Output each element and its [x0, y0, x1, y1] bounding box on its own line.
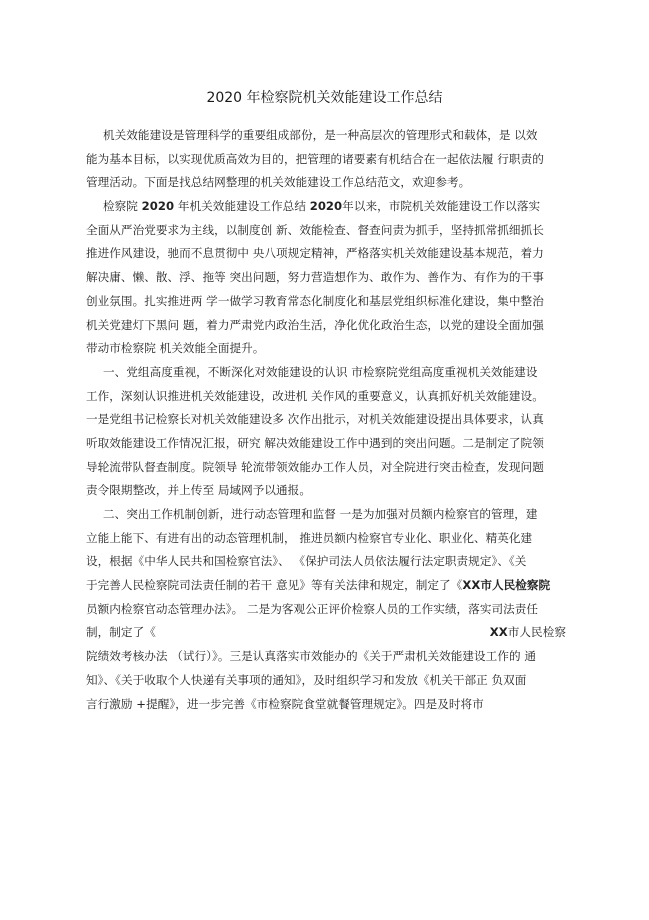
text-line: 员额内检察官动态管理办法》。 二是为客观公正评价检察人员的工作实绩，落实司法责任: [86, 601, 539, 616]
text-line: 听取效能建设工作情况汇报，研究 解决效能建设工作中遇到的突出问题。二是制定了院领: [86, 435, 544, 450]
xx-bold: XX: [489, 625, 508, 640]
text-line: 立能上能下、有进有出的动态管理机制， 推进员额内检察官专业化、职业化、精英化建: [86, 530, 533, 545]
text-line: 院绩效考核办法 （试行）》。三是认真落实市效能办的《关于严肃机关效能建设工作的 通: [86, 649, 536, 664]
document-body: [86, 124, 566, 716]
text-line: 创业氛围。扎实推进两 学一做学习教育常态化制度化和基层党组织标准化建设，集中整治: [86, 293, 544, 308]
text-line: 言行激励 +提醒》，进一步完善《市检察院食堂就餐管理规定》。四是及时将市: [86, 696, 484, 711]
text-segment: [490, 621, 566, 645]
text-line: 导轮流带队督查制度。院领导 轮流带领效能办工作人员，对全院进行突击检查，发现问题: [86, 459, 544, 474]
text-segment: 市人民检察: [507, 625, 566, 640]
text-segment: 年机关效能建设工作总结: [174, 199, 310, 214]
text-line: 一是党组书记检察长对机关效能建设多 次作出批示，对机关效能建设提出具体要求，认真: [86, 412, 544, 427]
text-line: 能为基本目标，以实现优质高效为目的，把管理的诸要素有机结合在一起依法履 行职责的: [86, 151, 544, 166]
text-line: 工作，深刻认识推进机关效能建设，改进机 关作风的重要意义，认真抓好机关效能建设。: [86, 388, 544, 403]
xx-bold: XX: [462, 578, 481, 593]
text-segment: 检察院: [103, 199, 142, 214]
text-line: 全面从严治党要求为主线，以制度创 新、效能检查、督查问责为抓手，坚持抓常抓细抓长: [86, 222, 544, 237]
text-line: 机关效能建设是管理科学的重要组成部份，是一种高层次的管理形式和载体，是 以效: [103, 128, 538, 142]
text-line: [86, 195, 566, 219]
text-segment: 年以来，市院机关效能建设工作以落实: [342, 199, 541, 214]
text-line: 解决庸、懒、散、浮、拖等 突出问题，努力营造想作为、敢作为、善作为、有作为的干事: [86, 270, 544, 285]
text-line: [86, 574, 566, 598]
year-bold: 2020: [309, 199, 343, 214]
text-line: [86, 621, 566, 645]
text-line: 管理活动。下面是找总结网整理的机关效能建设工作总结范文，欢迎参考。: [86, 175, 471, 190]
text-line: 推进作风建设，驰而不息贯彻中 央八项规定精神，严格落实机关效能建设基本规范，着力: [86, 246, 544, 261]
text-line: 一、党组高度重视，不断深化对效能建设的认识 市检察院党组高度重视机关效能建设: [103, 364, 538, 379]
text-line: 设，根据《中华人民共和国检察官法》、 《保护司法人员依法履行法定职责规定》、《关: [86, 554, 527, 569]
org-name-bold: 市人民检察院: [480, 578, 551, 593]
year-bold: 2020: [141, 199, 175, 214]
text-line: 责令限期整改，并上传至 局域网予以通报。: [86, 483, 311, 498]
text-segment: 于完善人民检察院司法责任制的若干 意见》等有关法律和规定，制定了《: [86, 578, 463, 593]
document-title: 2020 年检察院机关效能建设工作总结: [206, 90, 443, 106]
text-line: 带动市检察院 机关效能全面提升。: [86, 341, 265, 356]
text-line: 二、突出工作机制创新，进行动态管理和监督 一是为加强对员额内检察官的管理，建: [103, 507, 538, 521]
text-line: 知》、《关于收取个人快递有关事项的通知》，及时组织学习和发放《机关干部正 负双面: [86, 672, 527, 687]
text-segment: 制，制定了《: [86, 625, 156, 640]
text-line: 机关党建灯下黑问 题，着力严肃党内政治生活，净化优化政治生态，以党的建设全面加强: [86, 317, 544, 332]
